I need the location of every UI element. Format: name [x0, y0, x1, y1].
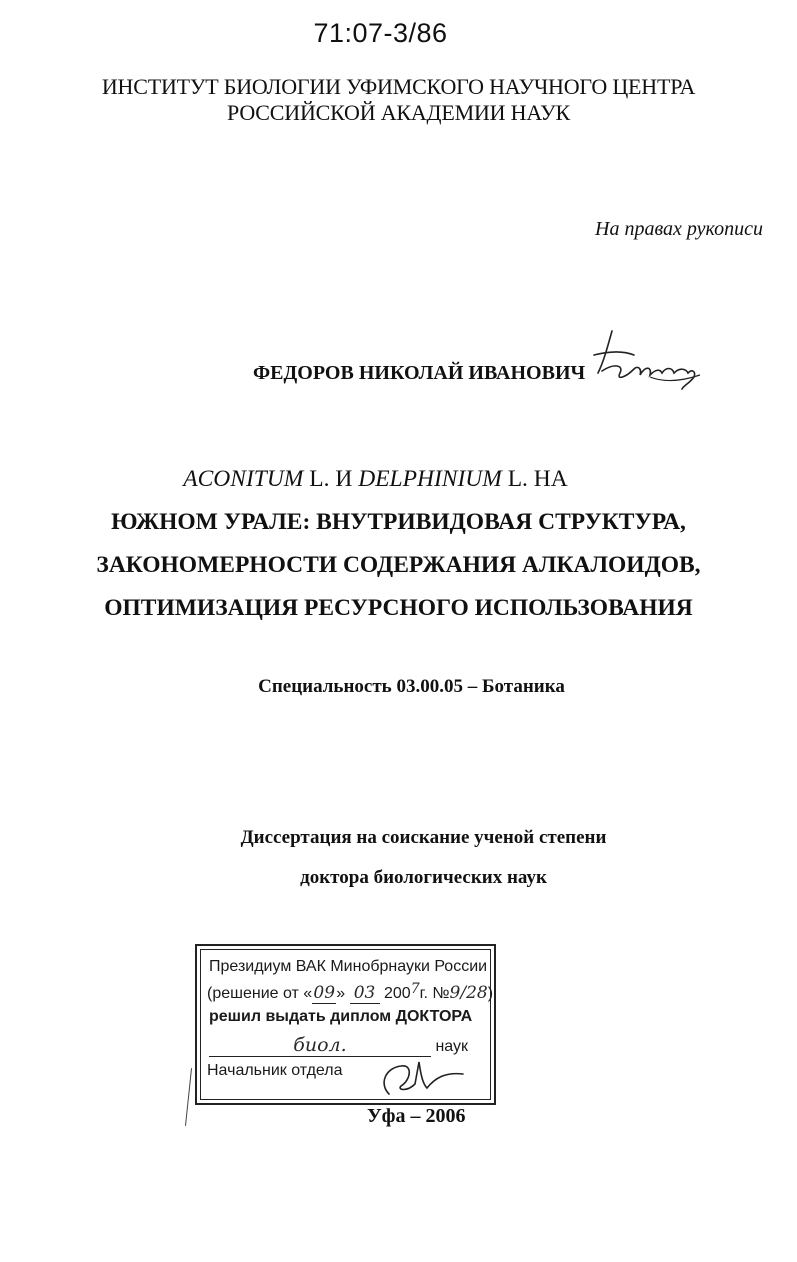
stamp-mid: » [336, 985, 350, 1002]
catalog-number [0, 18, 797, 49]
title-line-2: ЮЖНОМ УРАЛЕ: ВНУТРИВИДОВАЯ СТРУКТУРА, [111, 509, 686, 535]
title-part-2: L. НА [501, 466, 568, 492]
margin-pen-mark [185, 1068, 192, 1126]
stamp-year-digit: 7 [410, 981, 420, 997]
title-line-3: ЗАКОНОМЕРНОСТИ СОДЕРЖАНИЯ АЛКАЛОИДОВ, [96, 552, 701, 578]
degree-line-2: доктора биологических наук [300, 867, 547, 888]
stamp-nauk: наук [435, 1038, 469, 1055]
institute-line-1: ИНСТИТУТ БИОЛОГИИ УФИМСКОГО НАУЧНОГО ЦЕНТРА [101, 74, 696, 99]
title-line-1 [0, 458, 797, 501]
vak-stamp-inner [200, 949, 494, 1100]
degree-statement [0, 818, 797, 898]
manuscript-note: На правах рукописи [595, 218, 763, 240]
author-signature [590, 325, 710, 395]
stamp-month: 03 [350, 983, 380, 1004]
dissertation-title [0, 458, 797, 630]
stamp-g: г. № [419, 985, 450, 1002]
genus-aconitum: ACONITUM [183, 466, 304, 492]
catalog-number-text: 71:07-3/86 [313, 18, 448, 48]
stamp-year-prefix: 200 [379, 985, 411, 1002]
institute-header [0, 74, 797, 126]
stamp-science: биол. [209, 1034, 431, 1057]
speciality: Специальность 03.00.05 – Ботаника [258, 676, 565, 697]
stamp-number: 9/28 [449, 983, 488, 1003]
vak-stamp [195, 944, 496, 1105]
stamp-decision-prefix: (решение от « [207, 985, 313, 1002]
author-name: ФЕДОРОВ НИКОЛАЙ ИВАНОВИЧ [253, 362, 586, 384]
stamp-decision-line [207, 983, 493, 1004]
stamp-close: ) [487, 985, 494, 1002]
stamp-day: 09 [313, 983, 336, 1003]
stamp-line-5: Начальник отдела [207, 1062, 343, 1079]
stamp-head-signature [371, 1054, 481, 1098]
city-year: Уфа – 2006 [367, 1105, 466, 1127]
genus-delphinium: DELPHINIUM [358, 466, 502, 492]
stamp-line-3: решил выдать диплом ДОКТОРА [209, 1008, 473, 1025]
title-line-4: ОПТИМИЗАЦИЯ РЕСУРСНОГО ИСПОЛЬЗОВАНИЯ [104, 595, 693, 621]
stamp-line-1: Президиум ВАК Минобрнауки России [209, 958, 488, 975]
institute-line-2: РОССИЙСКОЙ АКАДЕМИИ НАУК [227, 100, 570, 125]
title-part-1: L. И [303, 466, 359, 492]
degree-line-1: Диссертация на соискание ученой степени [240, 827, 607, 848]
